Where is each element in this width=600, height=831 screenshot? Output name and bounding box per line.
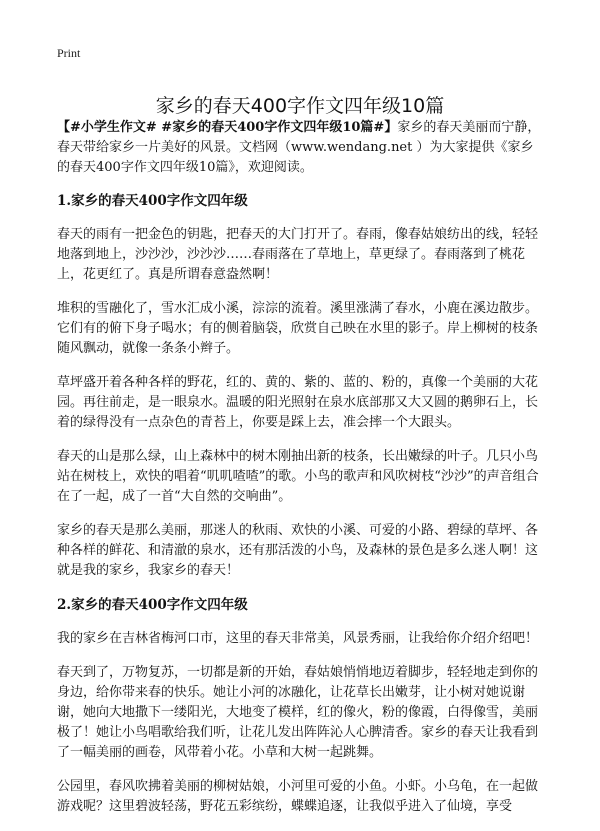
section-heading-1: 1.家乡的春天400字作文四年级 bbox=[57, 193, 248, 209]
intro-paragraph bbox=[57, 118, 544, 178]
paragraph: 春天到了，万物复苏，一切都是新的开始，春姑娘悄悄地迈着脚步，轻轻地走到你的身边，给你带来春的快乐。她让小河的冰融化，让花草长出嫩芽，让小树对她说谢谢，她向大地撒下一缕阳光，大地变了模样，红的像火，粉的像霞，白得像雪，美丽极了！她让小鸟唱歌给我们听，让花儿发出阵阵沁人心脾清香。家乡的春天让我看到了一幅美丽的画卷，风带着小花。小草和大树一起跳舞。 bbox=[57, 665, 539, 760]
print-label: Print bbox=[57, 46, 81, 60]
document-body bbox=[57, 118, 544, 831]
paragraph: 春天的雨有一把金色的钥匙，把春天的大门打开了。春雨，像春姑娘纺出的线，轻轻地落到地上，沙沙沙，沙沙沙……春雨落在了草地上，草更绿了。春雨落到了桃花上，花更红了。真是所谓春意盎然啊！ bbox=[57, 227, 539, 282]
document-title: 家乡的春天400字作文四年级10篇 bbox=[155, 94, 445, 117]
paragraph: 公园里，春风吹拂着美丽的柳树姑娘，小河里可爱的小鱼。小虾。小乌龟，在一起做游戏呢？这里碧波轻荡，野花五彩缤纷，蝶蝶追逐，让我似乎进入了仙境，享受 bbox=[57, 779, 539, 814]
paragraph: 我的家乡在吉林省梅河口市，这里的春天非常美，风景秀丽，让我给你介绍介绍吧！ bbox=[57, 631, 539, 646]
intro-tag: 【#小学生作文# #家乡的春天400字作文四年级10篇#】 bbox=[57, 120, 398, 135]
paragraph: 家乡的春天是那么美丽，那迷人的秋雨、欢快的小溪、可爱的小路、碧绿的草坪、各种各样的鲜花、和清澈的泉水，还有那活泼的小鸟，及森林的景色是多么迷人啊！这就是我的家乡，我家乡的春天！ bbox=[57, 523, 539, 578]
section-heading-2: 2.家乡的春天400字作文四年级 bbox=[57, 597, 248, 613]
paragraph: 草坪盛开着各种各样的野花，红的、黄的、紫的、蓝的、粉的，真像一个美丽的大花园。再往前走，是一眼泉水。温暖的阳光照射在泉水底部那又大又圆的鹅卵石上，长着的绿得没有一点杂色的青苔上，你要是踩上去，准会摔一个大跟头。 bbox=[57, 375, 539, 430]
paragraph: 春天的山是那么绿，山上森林中的树木刚抽出新的枝条，长出嫩绿的叶子。几只小鸟站在树枝上，欢快的唱着“叽叽喳喳”的歌。小鸟的歌声和风吹树枝“沙沙”的声音组合在了一起，成了一首“大自然的交响曲”。 bbox=[57, 449, 539, 504]
intro-text: 家乡的春天美丽而宁静，春天带给家乡一片美好的风景。文档网（www.wendang.net ）为大家提供《家乡的春天400字作文四年级10篇》，欢迎阅读。 bbox=[57, 120, 541, 175]
paragraph: 堆积的雪融化了，雪水汇成小溪，淙淙的流着。溪里涨满了春水，小鹿在溪边散步。它们有的俯下身子喝水；有的侧着脑袋，欣赏自己映在水里的影子。岸上柳树的枝条随风飘动，就像一条条小辫子。 bbox=[57, 301, 539, 356]
